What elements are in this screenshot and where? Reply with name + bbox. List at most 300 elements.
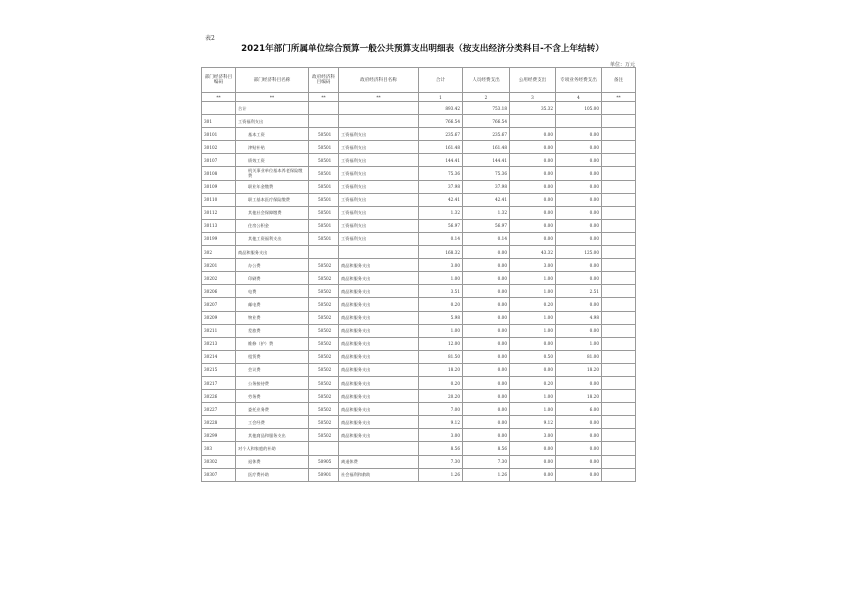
cell-gov-code: [309, 442, 339, 455]
cell-dept-code: 30213: [202, 337, 236, 350]
cell-special: 1.00: [556, 337, 602, 350]
table-row: [202, 416, 636, 429]
cell-dept-name: 对个人和家庭的补助: [236, 442, 309, 455]
cell-dept-code: 30228: [202, 416, 236, 429]
cell-remark: [602, 324, 636, 337]
cell-gov-name: 商品和服务支出: [339, 298, 419, 311]
table-row: [202, 193, 636, 206]
cell-total: 3.00: [419, 259, 463, 272]
cell-gov-name: 商品和服务支出: [339, 363, 419, 376]
cell-dept-code: 30112: [202, 206, 236, 219]
cell-personnel: 161.48: [463, 141, 510, 154]
cell-personnel: 0.00: [463, 246, 510, 259]
total-row: [202, 102, 636, 115]
cell-gov-code: 50501: [309, 167, 339, 180]
header-dept-code: 部门经济科目编码: [202, 68, 236, 93]
cell-total: 1.00: [419, 324, 463, 337]
unit-label: 单位：万元: [610, 62, 636, 68]
cell-personnel: 0.00: [463, 363, 510, 376]
cell-gov-name: 商品和服务支出: [339, 272, 419, 285]
cell-special: 0.00: [556, 376, 602, 389]
cell-remark: [602, 115, 636, 128]
cell-public: 1.00: [510, 272, 556, 285]
cell-gov-code: 50502: [309, 416, 339, 429]
cell-total: 42.41: [419, 193, 463, 206]
cell-gov-code: 50502: [309, 272, 339, 285]
index-gov-name: **: [339, 93, 419, 102]
cell-gov-name: 社会福利和救助: [339, 468, 419, 481]
cell-dept-code: 30202: [202, 272, 236, 285]
cell-dept-code: 302: [202, 246, 236, 259]
cell-gov-name: 商品和服务支出: [339, 285, 419, 298]
cell-gov-name: 商品和服务支出: [339, 376, 419, 389]
cell-public: 9.12: [510, 416, 556, 429]
cell-gov-name: 商品和服务支出: [339, 350, 419, 363]
cell-public: 0.00: [510, 363, 556, 376]
index-remark: **: [602, 93, 636, 102]
table-row: [202, 154, 636, 167]
cell-personnel: 0.00: [463, 390, 510, 403]
table-row: [202, 468, 636, 481]
cell-remark: [602, 193, 636, 206]
table-row: [202, 311, 636, 324]
cell-gov-code: 50502: [309, 376, 339, 389]
cell-special: 0.00: [556, 298, 602, 311]
cell-total: 18.20: [419, 363, 463, 376]
cell-gov-name: [339, 115, 419, 128]
cell-gov-name: 商品和服务支出: [339, 416, 419, 429]
header-special: 专项业务经费支出: [556, 68, 602, 93]
group-row: [202, 442, 636, 455]
cell-personnel: 8.56: [463, 442, 510, 455]
cell-special: 2.51: [556, 285, 602, 298]
cell-gov-name: [339, 102, 419, 115]
cell-gov-name: 离退休费: [339, 455, 419, 468]
cell-gov-code: 50501: [309, 206, 339, 219]
cell-special: 0.00: [556, 193, 602, 206]
table-row: [202, 403, 636, 416]
cell-personnel: 0.00: [463, 259, 510, 272]
cell-dept-code: 30307: [202, 468, 236, 481]
cell-gov-name: 商品和服务支出: [339, 324, 419, 337]
cell-total: 0.20: [419, 298, 463, 311]
cell-dept-code: 30107: [202, 154, 236, 167]
cell-gov-code: 50502: [309, 363, 339, 376]
cell-special: 0.00: [556, 141, 602, 154]
cell-special: 4.98: [556, 311, 602, 324]
table-label: 表2: [205, 35, 215, 42]
cell-personnel: 0.00: [463, 298, 510, 311]
cell-gov-name: 商品和服务支出: [339, 337, 419, 350]
cell-remark: [602, 285, 636, 298]
cell-gov-name: 工资福利支出: [339, 232, 419, 245]
cell-total: 20.20: [419, 390, 463, 403]
cell-special: 0.00: [556, 468, 602, 481]
cell-total: 7.30: [419, 455, 463, 468]
cell-dept-name: 其他工资福利支出: [236, 232, 309, 245]
cell-public: 0.00: [510, 468, 556, 481]
table-row: [202, 219, 636, 232]
cell-gov-code: [309, 102, 339, 115]
cell-public: 0.20: [510, 376, 556, 389]
cell-gov-name: 商品和服务支出: [339, 259, 419, 272]
cell-dept-code: 30209: [202, 311, 236, 324]
cell-public: 0.20: [510, 298, 556, 311]
cell-personnel: 75.36: [463, 167, 510, 180]
cell-dept-code: [202, 102, 236, 115]
cell-total: 168.32: [419, 246, 463, 259]
table-row: [202, 298, 636, 311]
cell-remark: [602, 337, 636, 350]
cell-dept-name: 其他商品和服务支出: [236, 429, 309, 442]
cell-dept-name: 办公费: [236, 259, 309, 272]
cell-public: 3.00: [510, 259, 556, 272]
cell-personnel: 0.00: [463, 350, 510, 363]
cell-dept-code: 30113: [202, 219, 236, 232]
cell-remark: [602, 219, 636, 232]
expenditure-table: [201, 67, 636, 482]
cell-special: 125.00: [556, 246, 602, 259]
cell-personnel: 0.00: [463, 416, 510, 429]
cell-dept-code: 30199: [202, 232, 236, 245]
cell-public: 1.00: [510, 311, 556, 324]
cell-dept-name: 职业年金缴费: [236, 180, 309, 193]
cell-dept-name: 退休费: [236, 455, 309, 468]
cell-total: 7.00: [419, 403, 463, 416]
cell-remark: [602, 128, 636, 141]
cell-total: 8.56: [419, 442, 463, 455]
table-row: [202, 272, 636, 285]
cell-dept-name: 工资福利支出: [236, 115, 309, 128]
cell-public: 43.32: [510, 246, 556, 259]
cell-gov-code: 50502: [309, 259, 339, 272]
cell-dept-name: 邮电费: [236, 298, 309, 311]
cell-personnel: 37.98: [463, 180, 510, 193]
cell-personnel: 0.00: [463, 272, 510, 285]
cell-personnel: 0.00: [463, 324, 510, 337]
cell-dept-name: 合计: [236, 102, 309, 115]
cell-personnel: 0.00: [463, 376, 510, 389]
cell-remark: [602, 442, 636, 455]
cell-dept-code: 30215: [202, 363, 236, 376]
cell-total: 893.42: [419, 102, 463, 115]
cell-personnel: 7.30: [463, 455, 510, 468]
cell-gov-code: 50502: [309, 311, 339, 324]
header-dept-name: 部门经济科目名称: [236, 68, 309, 93]
cell-dept-name: 工会经费: [236, 416, 309, 429]
table-row: [202, 259, 636, 272]
cell-dept-code: 30211: [202, 324, 236, 337]
cell-dept-code: 303: [202, 442, 236, 455]
cell-dept-name: 津贴补贴: [236, 141, 309, 154]
table-row: [202, 350, 636, 363]
header-total: 合计: [419, 68, 463, 93]
cell-public: 0.00: [510, 455, 556, 468]
cell-dept-code: 30102: [202, 141, 236, 154]
cell-dept-name: 物业费: [236, 311, 309, 324]
cell-total: 3.51: [419, 285, 463, 298]
cell-gov-code: 50501: [309, 232, 339, 245]
cell-dept-code: 30214: [202, 350, 236, 363]
table-row: [202, 232, 636, 245]
cell-total: 1.32: [419, 206, 463, 219]
cell-remark: [602, 376, 636, 389]
index-personnel: 2: [463, 93, 510, 102]
cell-gov-name: 工资福利支出: [339, 167, 419, 180]
cell-special: 0.00: [556, 206, 602, 219]
cell-personnel: 0.14: [463, 232, 510, 245]
cell-total: 161.48: [419, 141, 463, 154]
cell-special: 0.00: [556, 259, 602, 272]
cell-dept-code: 30206: [202, 285, 236, 298]
cell-public: 0.00: [510, 219, 556, 232]
cell-dept-name: 其他社会保障缴费: [236, 206, 309, 219]
cell-public: 0.00: [510, 193, 556, 206]
cell-remark: [602, 468, 636, 481]
cell-personnel: 235.67: [463, 128, 510, 141]
header-public: 公用经费支出: [510, 68, 556, 93]
cell-public: 0.00: [510, 128, 556, 141]
cell-gov-name: 商品和服务支出: [339, 390, 419, 403]
cell-gov-code: 50502: [309, 429, 339, 442]
cell-special: 0.00: [556, 324, 602, 337]
cell-gov-code: 50502: [309, 285, 339, 298]
cell-dept-code: 30109: [202, 180, 236, 193]
cell-dept-name: 公务接待费: [236, 376, 309, 389]
cell-dept-name: 电费: [236, 285, 309, 298]
cell-remark: [602, 206, 636, 219]
table-row: [202, 128, 636, 141]
cell-gov-code: 50901: [309, 468, 339, 481]
cell-personnel: 56.97: [463, 219, 510, 232]
cell-special: 0.00: [556, 442, 602, 455]
cell-public: 1.00: [510, 324, 556, 337]
cell-dept-code: 30302: [202, 455, 236, 468]
cell-public: 0.00: [510, 154, 556, 167]
table-row: [202, 363, 636, 376]
cell-public: 0.00: [510, 206, 556, 219]
cell-gov-name: 工资福利支出: [339, 180, 419, 193]
cell-dept-name: 职工基本医疗保险缴费: [236, 193, 309, 206]
cell-public: 35.32: [510, 102, 556, 115]
index-special: 4: [556, 93, 602, 102]
cell-total: 9.12: [419, 416, 463, 429]
cell-special: 0.00: [556, 219, 602, 232]
table-row: [202, 324, 636, 337]
cell-public: 0.00: [510, 167, 556, 180]
table-index-row: [202, 93, 636, 102]
cell-total: 5.98: [419, 311, 463, 324]
cell-remark: [602, 298, 636, 311]
cell-total: 0.20: [419, 376, 463, 389]
cell-personnel: 766.54: [463, 115, 510, 128]
table-row: [202, 455, 636, 468]
cell-remark: [602, 403, 636, 416]
cell-total: 56.97: [419, 219, 463, 232]
cell-special: 0.00: [556, 128, 602, 141]
cell-gov-name: 工资福利支出: [339, 141, 419, 154]
header-personnel: 人员经费支出: [463, 68, 510, 93]
cell-gov-code: 50905: [309, 455, 339, 468]
cell-gov-code: 50502: [309, 350, 339, 363]
cell-remark: [602, 455, 636, 468]
cell-special: [556, 115, 602, 128]
cell-special: 0.00: [556, 272, 602, 285]
cell-special: 0.00: [556, 416, 602, 429]
cell-public: 0.00: [510, 442, 556, 455]
cell-gov-name: 工资福利支出: [339, 154, 419, 167]
cell-special: 0.00: [556, 232, 602, 245]
cell-gov-code: 50501: [309, 141, 339, 154]
cell-remark: [602, 259, 636, 272]
cell-gov-name: 工资福利支出: [339, 193, 419, 206]
cell-dept-code: 30207: [202, 298, 236, 311]
cell-total: 12.00: [419, 337, 463, 350]
index-total: 1: [419, 93, 463, 102]
cell-special: 81.00: [556, 350, 602, 363]
cell-remark: [602, 416, 636, 429]
cell-gov-name: 工资福利支出: [339, 219, 419, 232]
cell-remark: [602, 232, 636, 245]
cell-personnel: 0.00: [463, 311, 510, 324]
cell-gov-name: [339, 442, 419, 455]
cell-public: 0.00: [510, 337, 556, 350]
cell-dept-code: 301: [202, 115, 236, 128]
cell-dept-name: 维修（护）费: [236, 337, 309, 350]
group-row: [202, 115, 636, 128]
cell-gov-name: 商品和服务支出: [339, 311, 419, 324]
cell-total: 0.14: [419, 232, 463, 245]
cell-dept-name: 医疗费补助: [236, 468, 309, 481]
index-gov-code: **: [309, 93, 339, 102]
cell-special: 0.00: [556, 455, 602, 468]
cell-total: 81.50: [419, 350, 463, 363]
cell-dept-code: 30227: [202, 403, 236, 416]
cell-total: 3.00: [419, 429, 463, 442]
cell-dept-name: 委托业务费: [236, 403, 309, 416]
table-row: [202, 180, 636, 193]
cell-dept-name: 租赁费: [236, 350, 309, 363]
cell-special: 0.00: [556, 429, 602, 442]
header-gov-code: 政府经济科目编码: [309, 68, 339, 93]
table-row: [202, 141, 636, 154]
table-row: [202, 376, 636, 389]
cell-total: 235.67: [419, 128, 463, 141]
cell-total: 1.00: [419, 272, 463, 285]
cell-public: 0.00: [510, 180, 556, 193]
cell-dept-name: 劳务费: [236, 390, 309, 403]
cell-personnel: 42.41: [463, 193, 510, 206]
cell-total: 144.41: [419, 154, 463, 167]
header-remark: 备注: [602, 68, 636, 93]
cell-public: [510, 115, 556, 128]
cell-dept-code: 30101: [202, 128, 236, 141]
cell-gov-code: 50502: [309, 324, 339, 337]
cell-remark: [602, 102, 636, 115]
cell-gov-code: 50501: [309, 154, 339, 167]
group-row: [202, 246, 636, 259]
cell-public: 1.00: [510, 390, 556, 403]
cell-remark: [602, 272, 636, 285]
cell-gov-code: 50501: [309, 128, 339, 141]
table-body: [202, 68, 636, 482]
cell-remark: [602, 390, 636, 403]
cell-personnel: 0.00: [463, 337, 510, 350]
cell-total: 766.54: [419, 115, 463, 128]
cell-gov-name: 商品和服务支出: [339, 403, 419, 416]
cell-public: 1.00: [510, 285, 556, 298]
table-row: [202, 285, 636, 298]
cell-dept-name: 差旅费: [236, 324, 309, 337]
table-row: [202, 429, 636, 442]
header-gov-name: 政府经济科目名称: [339, 68, 419, 93]
cell-dept-name: 绩效工资: [236, 154, 309, 167]
cell-remark: [602, 350, 636, 363]
table-row: [202, 337, 636, 350]
cell-personnel: 1.32: [463, 206, 510, 219]
cell-personnel: 144.41: [463, 154, 510, 167]
cell-personnel: 0.00: [463, 429, 510, 442]
cell-remark: [602, 363, 636, 376]
cell-personnel: 1.26: [463, 468, 510, 481]
cell-total: 75.36: [419, 167, 463, 180]
index-dept-name: **: [236, 93, 309, 102]
cell-special: 0.00: [556, 154, 602, 167]
cell-gov-code: 50502: [309, 337, 339, 350]
cell-special: 105.00: [556, 102, 602, 115]
cell-personnel: 753.18: [463, 102, 510, 115]
cell-dept-name: 会议费: [236, 363, 309, 376]
index-public: 3: [510, 93, 556, 102]
cell-remark: [602, 429, 636, 442]
cell-gov-code: 50501: [309, 180, 339, 193]
cell-gov-code: 50502: [309, 390, 339, 403]
cell-remark: [602, 141, 636, 154]
cell-gov-code: 50502: [309, 403, 339, 416]
cell-gov-code: 50501: [309, 219, 339, 232]
cell-personnel: 0.00: [463, 285, 510, 298]
cell-gov-name: [339, 246, 419, 259]
cell-remark: [602, 311, 636, 324]
document-title: 2021年部门所属单位综合预算一般公共预算支出明细表（按支出经济分类科目-不含上年结转）: [241, 44, 604, 54]
cell-public: 0.50: [510, 350, 556, 363]
cell-gov-name: 商品和服务支出: [339, 429, 419, 442]
cell-dept-code: 30299: [202, 429, 236, 442]
cell-public: 1.00: [510, 403, 556, 416]
cell-remark: [602, 180, 636, 193]
cell-special: 18.20: [556, 390, 602, 403]
table-header-row: [202, 68, 636, 93]
cell-dept-name: 机关事业单位基本养老保险缴费: [236, 167, 309, 180]
cell-total: 1.26: [419, 468, 463, 481]
cell-dept-code: 30108: [202, 167, 236, 180]
cell-gov-code: 50501: [309, 193, 339, 206]
cell-special: 0.00: [556, 167, 602, 180]
table-row: [202, 390, 636, 403]
table-row: [202, 206, 636, 219]
cell-dept-name: 印刷费: [236, 272, 309, 285]
cell-dept-code: 30201: [202, 259, 236, 272]
cell-public: 0.00: [510, 141, 556, 154]
index-dept-code: **: [202, 93, 236, 102]
cell-public: 0.00: [510, 232, 556, 245]
cell-remark: [602, 167, 636, 180]
cell-gov-code: 50502: [309, 298, 339, 311]
cell-gov-name: 工资福利支出: [339, 128, 419, 141]
cell-dept-code: 30110: [202, 193, 236, 206]
cell-special: 6.00: [556, 403, 602, 416]
cell-gov-code: [309, 246, 339, 259]
